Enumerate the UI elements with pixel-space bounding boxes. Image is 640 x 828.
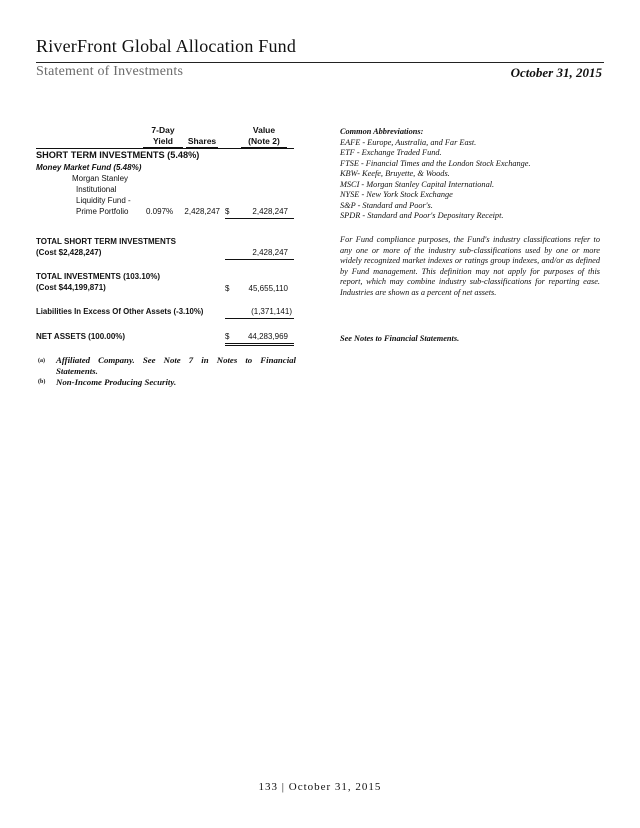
fund-title: RiverFront Global Allocation Fund <box>36 36 297 56</box>
see-notes-reference: See Notes to Financial Statements. <box>340 334 460 343</box>
total-investments-dollar-sign: $ <box>225 284 230 293</box>
holding-name-line1: Morgan Stanley <box>72 174 129 183</box>
abbreviation-item: S&P - Standard and Poor's. <box>340 200 433 210</box>
col-header-yield-line1: 7-Day <box>151 125 175 135</box>
footnote-b-text: Non-Income Producing Security. <box>56 377 177 387</box>
holding-name-line2: Institutional <box>76 185 117 194</box>
compliance-note: For Fund compliance purposes, the Fund's industry classifications refer to any one or more of the industry sub-classifications used by one or more widely recognized market indexes or ratings group indexes, and/or as defined by Fund management. This definition may not apply for purposes of this report, which may combine industry sub-classifications for reporting ease. Industries are shown as a percent of net assets. <box>340 235 600 297</box>
abbreviations-block <box>340 127 600 222</box>
liabilities-value: (1,371,141) <box>251 307 292 316</box>
holding-dollar-sign: $ <box>225 207 230 216</box>
footnote-a-marker <box>38 354 45 367</box>
table-header-rule <box>36 148 294 149</box>
net-assets-underline-1 <box>225 343 294 344</box>
total-investments-label <box>36 271 160 293</box>
net-assets-value: 44,283,969 <box>247 332 288 341</box>
total-short-term-title: TOTAL SHORT TERM INVESTMENTS <box>36 237 177 246</box>
total-short-term-underline <box>225 259 294 260</box>
col-header-shares-label: Shares <box>187 136 217 146</box>
holding-name-line3: Liquidity Fund - <box>76 196 131 205</box>
abbreviation-item: ETF - Exchange Traded Fund. <box>340 148 442 157</box>
col-header-value-line2: (Note 2) <box>241 136 287 148</box>
abbreviation-item: SPDR - Standard and Poor's Depositary Receipt. <box>340 211 504 220</box>
abbreviation-item: MSCI - Morgan Stanley Capital International. <box>340 179 495 189</box>
liabilities-underline <box>225 318 294 319</box>
liabilities-label: Liabilities In Excess Of Other Assets (-3.10%) <box>36 307 204 316</box>
holding-shares: 2,428,247 <box>184 207 220 216</box>
abbreviation-item: KBW- Keefe, Bruyette, & Woods. <box>340 169 450 178</box>
footnote-a-line1: Affiliated Company. See Note 7 in Notes to Financial <box>56 355 296 365</box>
section-short-term-investments: SHORT TERM INVESTMENTS (5.48%) <box>36 150 200 160</box>
footnote-b-marker <box>38 375 45 388</box>
holding-value: 2,428,247 <box>252 207 288 216</box>
holding-name <box>72 173 131 217</box>
report-date: October 31, 2015 <box>510 65 602 80</box>
net-assets-underline-2 <box>225 345 294 346</box>
total-investments-title: TOTAL INVESTMENTS (103.10%) <box>36 272 161 281</box>
total-investments-cost: (Cost $44,199,871) <box>36 283 106 292</box>
holding-yield: 0.097% <box>146 207 174 216</box>
page-footer: 133 | October 31, 2015 <box>258 781 382 793</box>
col-header-value <box>241 125 287 148</box>
header-divider <box>36 62 604 63</box>
col-header-yield-line2: Yield <box>143 136 183 148</box>
footnote-a-marker-text: (a) <box>38 358 45 364</box>
total-short-term-cost: (Cost $2,428,247) <box>36 248 102 257</box>
col-header-yield <box>143 125 183 148</box>
subsection-money-market: Money Market Fund (5.48%) <box>36 163 142 172</box>
net-assets-dollar-sign: $ <box>225 332 230 341</box>
total-short-term-label <box>36 236 176 258</box>
total-investments-value: 45,655,110 <box>248 284 288 293</box>
col-header-shares <box>186 136 218 148</box>
abbreviation-item: FTSE - Financial Times and the London Stock Exchange. <box>340 158 531 168</box>
total-short-term-value: 2,428,247 <box>252 248 288 257</box>
footnote-b-marker-text: (b) <box>38 379 46 385</box>
abbreviation-item: NYSE - New York Stock Exchange <box>340 190 453 199</box>
abbreviation-item: EAFE - Europe, Australia, and Far East. <box>340 137 477 147</box>
col-header-value-line1: Value <box>252 125 276 135</box>
footnote-a-line2: Statements. <box>56 366 98 376</box>
net-assets-label: NET ASSETS (100.00%) <box>36 332 126 341</box>
abbreviations-heading: Common Abbreviations: <box>340 127 424 136</box>
statement-subtitle: Statement of Investments <box>36 64 184 79</box>
holding-name-line4: Prime Portfolio <box>76 207 129 216</box>
holding-underline <box>225 218 294 219</box>
